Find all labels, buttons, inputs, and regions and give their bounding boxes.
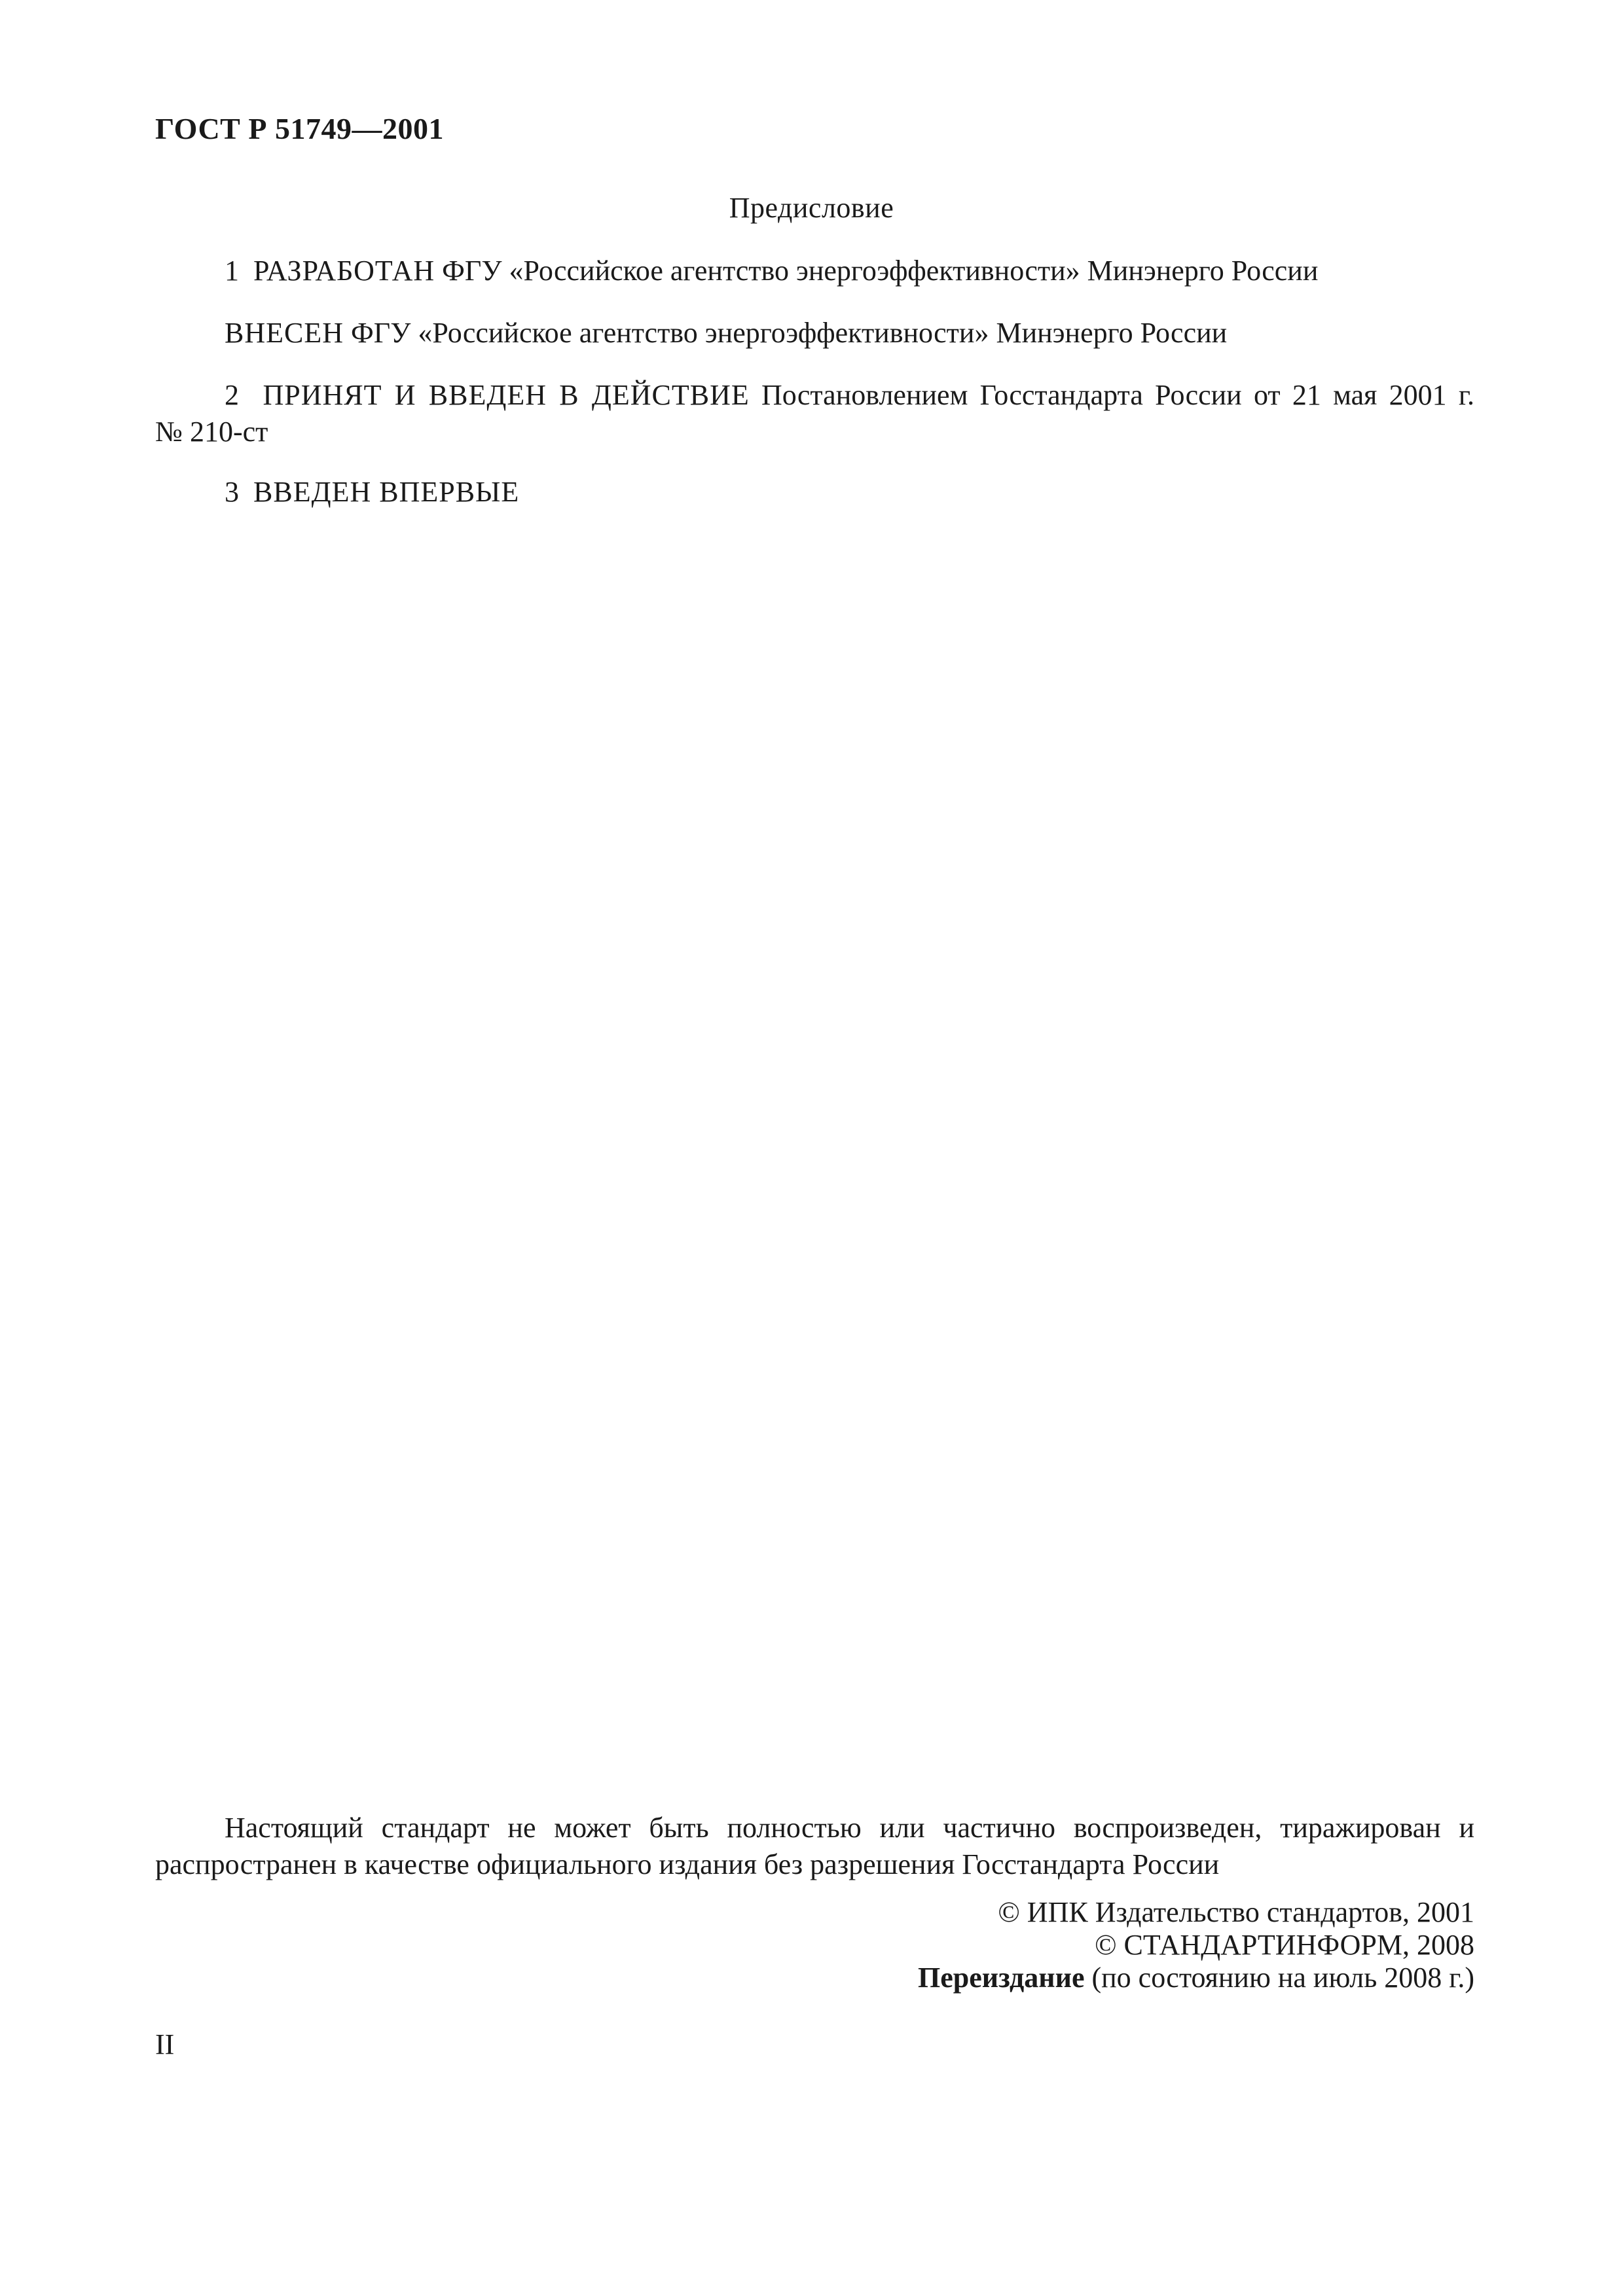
copyright-block [918,1896,1474,1994]
item-2-number: 2 [225,379,239,411]
item-3-number: 3 [225,476,239,508]
preface-title: Предисловие [729,192,894,224]
reissue-label: Переиздание [917,1962,1085,1994]
item-1b-text: ФГУ «Российское агентство энергоэффективности» Минэнерго России [351,317,1228,349]
copyright-line-1: © ИПК Издательство стандартов, 2001 [998,1896,1474,1928]
preface-item-2 [155,377,1474,450]
item-3-caps: ВВЕДЕН ВПЕРВЫЕ [253,476,520,508]
notice-line-1: Настоящий стандарт не может быть полностью или частично воспроизведен, тиражирован и [225,1812,1474,1844]
item-2-text-line1: Постановлением Госстандарта России от 21 мая 2001 г. [761,379,1474,411]
reproduction-notice [155,1810,1474,1883]
notice-line-2: распространен в качестве официального издания без разрешения Госстандарта России [155,1848,1220,1880]
item-1-caps: РАЗРАБОТАН [253,255,435,287]
preface-item-1b [155,315,1474,351]
standard-code: ГОСТ Р 51749—2001 [155,112,444,145]
page-number: II [155,2028,175,2060]
copyright-line-2: © СТАНДАРТИНФОРМ, 2008 [1095,1929,1474,1961]
reissue-text: (по состоянию на июль 2008 г.) [1091,1962,1474,1994]
reissue-line [918,1962,1474,1994]
item-1-text: ФГУ «Российское агентство энергоэффективности» Минэнерго России [442,255,1319,287]
item-1b-caps: ВНЕСЕН [225,317,344,349]
preface-item-1 [155,253,1474,289]
item-1-number: 1 [225,255,239,287]
item-2-text-line2: № 210-ст [155,416,268,448]
item-2-caps: ПРИНЯТ И ВВЕДЕН В ДЕЙСТВИЕ [263,379,750,411]
preface-item-3 [155,474,1474,511]
